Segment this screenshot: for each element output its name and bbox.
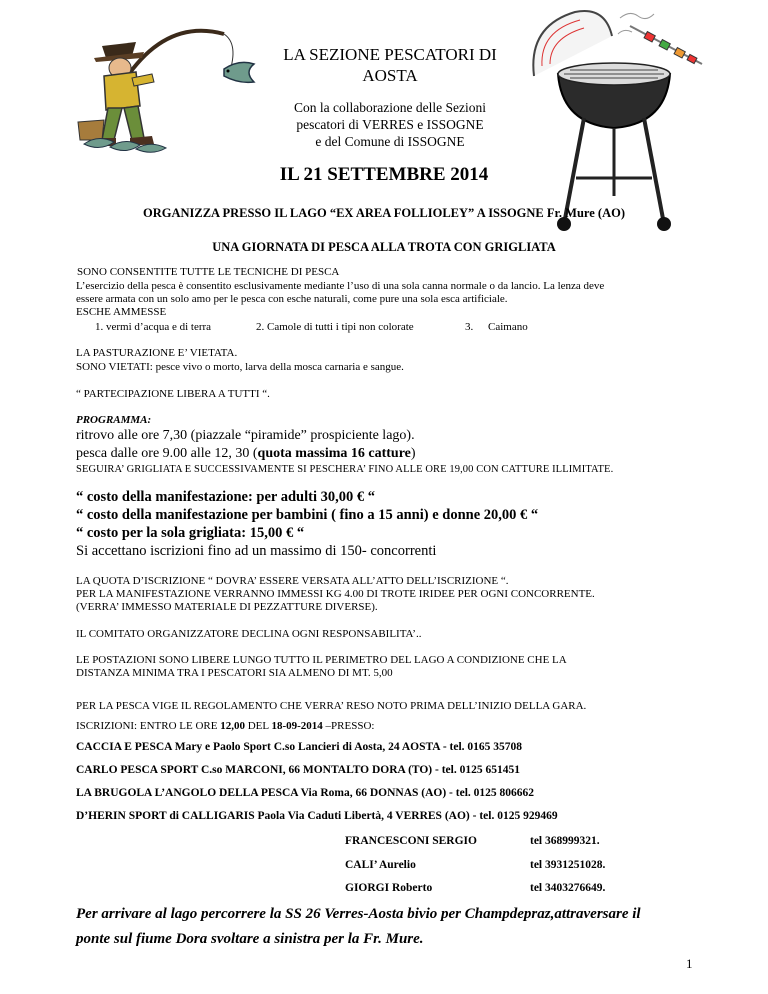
pesca-orari-suffix: ) xyxy=(410,446,416,461)
iscrizioni-time: 12,00 xyxy=(220,720,245,732)
collaboration-line3: e del Comune di ISSOGNE xyxy=(315,134,465,149)
contact-row: D’HERIN SPORT di CALLIGARIS Paola Via Caduti Libertà, 4 VERRES (AO) - tel. 0125 929469 xyxy=(76,810,558,822)
seguira-text: SEGUIRA’ GRIGLIATA E SUCCESSIVAMENTE SI PESCHERA’ FINO ALLE ORE 19,00 CON CATTURE ILLIMITATE. xyxy=(76,464,614,475)
esercizio-line1: L’esercizio della pesca è consentito esclusivamente mediante l’uso di una sola canna normale o da lancio. La lenza deve xyxy=(76,280,605,292)
esche-item-3-number: 3. xyxy=(465,321,474,333)
costo-adulti: “ costo della manifestazione: per adulti 30,00 € “ xyxy=(76,489,375,505)
iscrizioni-massimo: Si accettano iscrizioni fino ad un massimo di 150- concorrenti xyxy=(76,543,437,559)
costo-bambini: “ costo della manifestazione per bambini ( fino a 15 anni) e donne 20,00 € “ xyxy=(76,507,539,523)
comitato-text: IL COMITATO ORGANIZZATORE DECLINA OGNI RESPONSABILITA’.. xyxy=(76,628,422,640)
programma-label: PROGRAMMA: xyxy=(76,414,152,426)
tecniche-text: SONO CONSENTITE TUTTE LE TECNICHE DI PESCA xyxy=(77,266,340,278)
postazioni-line2: DISTANZA MINIMA TRA I PESCATORI SIA ALMENO DI MT. 5,00 xyxy=(76,667,393,679)
contact-row: CARLO PESCA SPORT C.so MARCONI, 66 MONTALTO DORA (TO) - tel. 0125 651451 xyxy=(76,764,520,776)
quota-line1: LA QUOTA D’ISCRIZIONE “ DOVRA’ ESSERE VERSATA ALL’ATTO DELL’ISCRIZIONE “. xyxy=(76,575,509,587)
costo-grigliata: “ costo per la sola grigliata: 15,00 € “ xyxy=(76,525,305,541)
iscrizioni-date: 18-09-2014 xyxy=(271,720,323,732)
collaboration-block xyxy=(250,99,530,150)
quota-line2: PER LA MANIFESTAZIONE VERRANNO IMMESSI KG 4.00 DI TROTE IRIDEE PER OGNI CONCORRENTE. xyxy=(76,588,595,600)
postazioni-line1: LE POSTAZIONI SONO LIBERE LUNGO TUTTO IL PERIMETRO DEL LAGO A CONDIZIONE CHE LA xyxy=(76,654,567,666)
person-tel: tel 3931251028. xyxy=(530,859,606,871)
iscrizioni-prefix: ISCRIZIONI: ENTRO LE ORE xyxy=(76,720,221,732)
organizer-title xyxy=(250,44,530,86)
esche-item-3: Caimano xyxy=(488,321,528,333)
contact-row: LA BRUGOLA L’ANGOLO DELLA PESCA Via Roma, 66 DONNAS (AO) - tel. 0125 806662 xyxy=(76,787,535,799)
person-tel: tel 3403276649. xyxy=(530,882,606,894)
organizer-title-line1: LA SEZIONE PESCATORI DI xyxy=(283,45,497,64)
iscrizioni-entro xyxy=(76,720,374,733)
fisherman-illustration xyxy=(74,14,260,156)
esche-item-2: 2. Camole di tutti i tipi non colorate xyxy=(256,321,414,333)
esche-title: ESCHE AMMESSE xyxy=(76,306,167,318)
collaboration-line2: pescatori di VERRES e ISSOGNE xyxy=(296,117,484,132)
person-name: FRANCESCONI SERGIO xyxy=(345,835,477,847)
event-date-heading: IL 21 SETTEMBRE 2014 xyxy=(279,164,489,185)
organizza-heading: ORGANIZZA PRESSO IL LAGO “EX AREA FOLLIOLEY” A ISSOGNE Fr. Mure (AO) xyxy=(142,206,626,220)
barbecue-grill-illustration xyxy=(520,6,710,234)
vietati-text: SONO VIETATI: pesce vivo o morto, larva della mosca carnaria e sangue. xyxy=(76,361,404,373)
page-number: 1 xyxy=(686,956,693,971)
quota-line3: (VERRA’ IMMESSO MATERIALE DI PEZZATTURE DIVERSE). xyxy=(76,601,378,613)
iscrizioni-suffix: –PRESSO: xyxy=(322,720,375,732)
person-tel: tel 368999321. xyxy=(530,835,600,847)
iscrizioni-mid: DEL xyxy=(244,720,272,732)
organizer-title-line2: AOSTA xyxy=(362,66,418,85)
quota-catture: quota massima 16 catture xyxy=(257,446,411,461)
esercizio-line2: essere armata con un solo amo per le pesca con esche naturali, come pure una sola esca artificiale. xyxy=(76,293,508,305)
contact-row: CACCIA E PESCA Mary e Paolo Sport C.so Lancieri di Aosta, 24 AOSTA - tel. 0165 35708 xyxy=(76,741,523,753)
ritrovo-text: ritrovo alle ore 7,30 (piazzale “piramide” prospiciente lago). xyxy=(76,428,415,443)
pesca-orari-prefix: pesca dalle ore 9.00 alle 12, 30 ( xyxy=(76,446,258,461)
directions-line2: ponte sul fiume Dora svoltare a sinistra per la Fr. Mure. xyxy=(76,931,424,947)
pasturazione-text: LA PASTURAZIONE E’ VIETATA. xyxy=(76,347,238,359)
collaboration-line1: Con la collaborazione delle Sezioni xyxy=(294,100,486,115)
esche-item-1: 1. vermi d’acqua e di terra xyxy=(95,321,212,333)
person-name: GIORGI Roberto xyxy=(345,882,433,894)
regolamento-text: PER LA PESCA VIGE IL REGOLAMENTO CHE VERRA’ RESO NOTO PRIMA DELL’INIZIO DELLA GARA. xyxy=(76,700,587,712)
pesca-orari-text xyxy=(76,446,416,462)
person-name: CALI’ Aurelio xyxy=(345,859,416,871)
partecipazione-text: “ PARTECIPAZIONE LIBERA A TUTTI “. xyxy=(76,388,270,400)
giornata-heading: UNA GIORNATA DI PESCA ALLA TROTA CON GRIGLIATA xyxy=(212,240,556,254)
directions-line1: Per arrivare al lago percorrere la SS 26 Verres-Aosta bivio per Champdepraz,attraversare il xyxy=(76,906,641,922)
